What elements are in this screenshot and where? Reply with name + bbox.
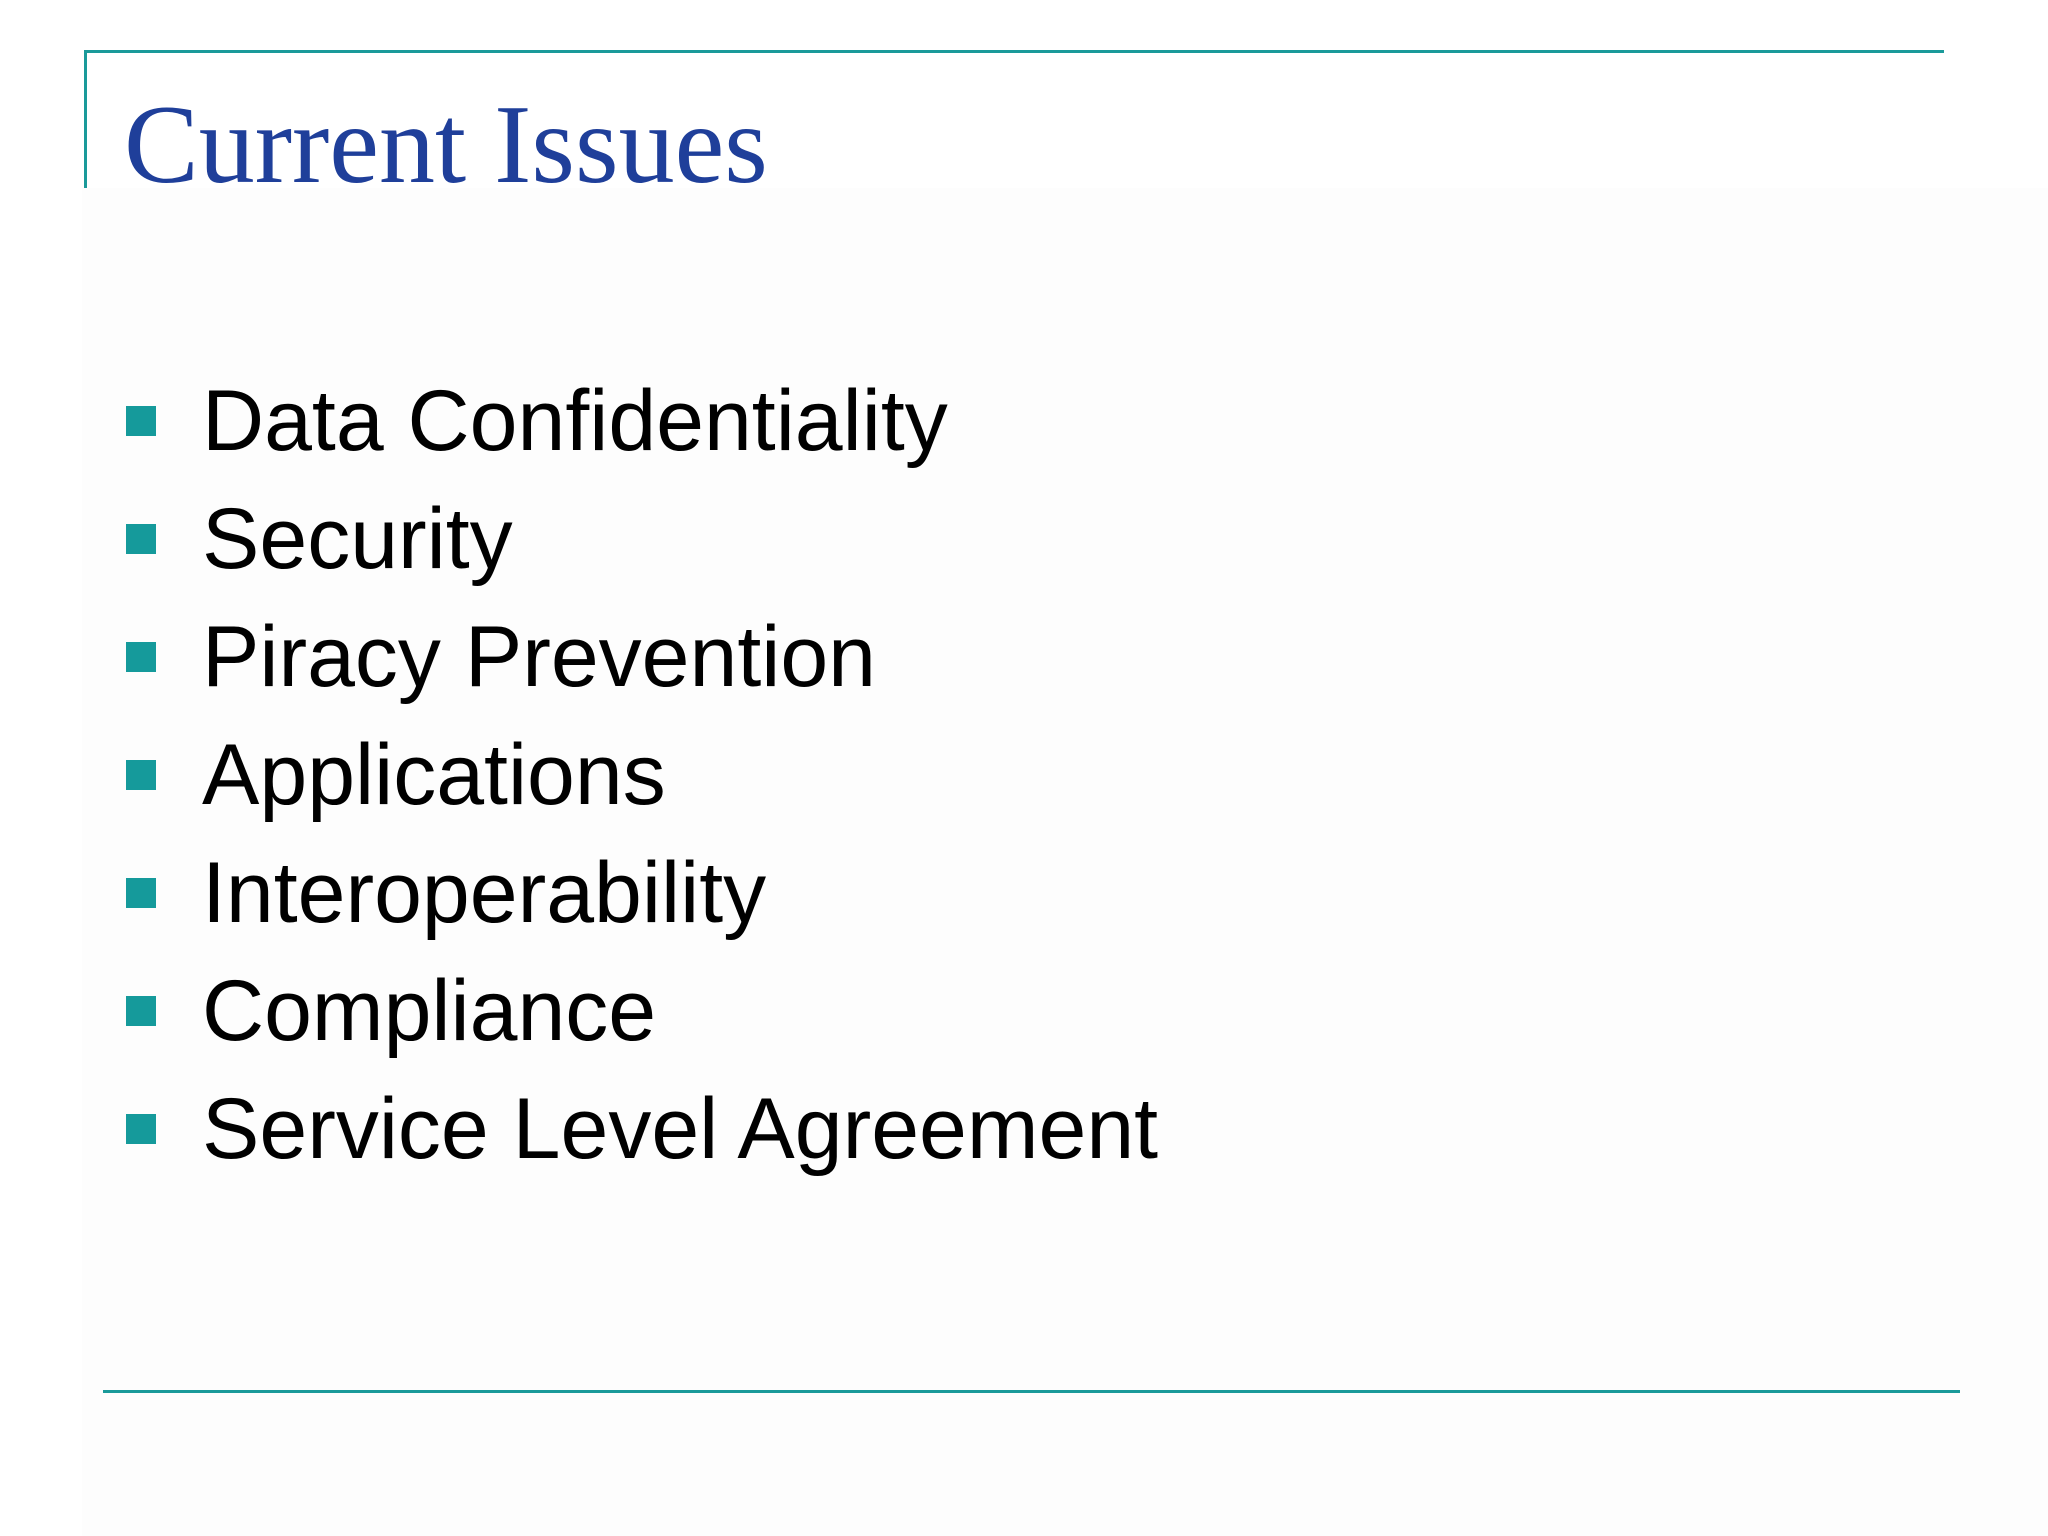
square-bullet-icon (126, 1114, 156, 1144)
slide-title: Current Issues (124, 83, 768, 207)
bullet-list (126, 362, 1158, 1188)
bullet-item (126, 480, 1158, 598)
bullet-item (126, 598, 1158, 716)
bullet-item (126, 362, 1158, 480)
square-bullet-icon (126, 642, 156, 672)
bullet-text: Data Confidentiality (202, 373, 948, 469)
square-bullet-icon (126, 760, 156, 790)
bullet-item (126, 716, 1158, 834)
bottom-accent-rule (103, 1390, 1960, 1393)
square-bullet-icon (126, 878, 156, 908)
bullet-text: Compliance (202, 963, 657, 1059)
top-accent-rule (84, 50, 1944, 53)
bullet-item (126, 952, 1158, 1070)
square-bullet-icon (126, 996, 156, 1026)
bullet-text: Piracy Prevention (202, 609, 876, 705)
square-bullet-icon (126, 524, 156, 554)
bullet-text: Service Level Agreement (202, 1081, 1159, 1177)
bullet-text: Security (202, 491, 513, 587)
bullet-item (126, 1070, 1158, 1188)
left-accent-rule (84, 50, 87, 188)
bullet-text: Applications (202, 727, 666, 823)
square-bullet-icon (126, 406, 156, 436)
bullet-item (126, 834, 1158, 952)
bullet-text: Interoperability (202, 845, 767, 941)
